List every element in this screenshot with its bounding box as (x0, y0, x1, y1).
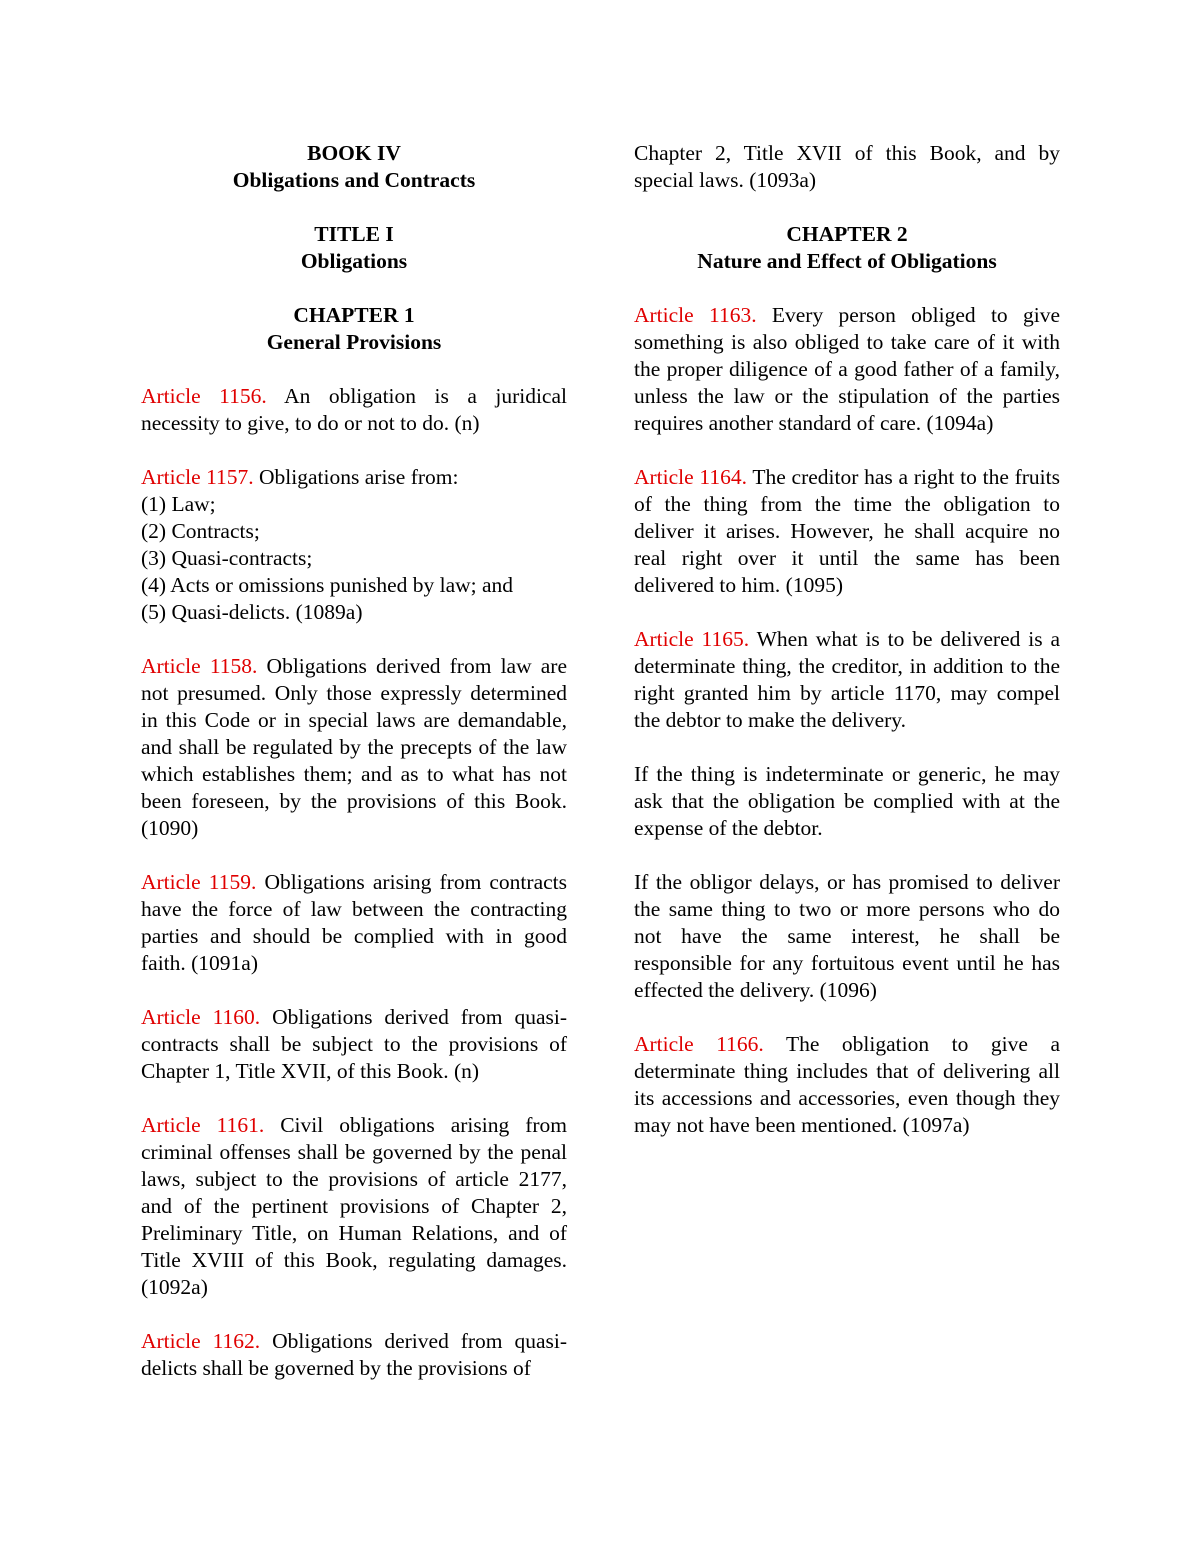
article-text: The creditor has a right to the fruits of the thing from the time the obligation to deliver it arises. However, he shall acquire no real right over it until the same has been delivered to him. (1095) (634, 465, 1060, 597)
chapter-2-heading: CHAPTER 2 (786, 222, 908, 246)
article-1165-paragraph-3: If the obligor delays, or has promised to deliver the same thing to two or more persons who do not have the same interest, he shall be responsible for any fortuitous event until he has effected the delivery. (1096) (634, 870, 1060, 1002)
article-label: Article 1164. (634, 465, 748, 489)
article-label: Article 1158. (141, 654, 258, 678)
article-1158 (141, 653, 567, 842)
article-label: Article 1162. (141, 1329, 261, 1353)
article-1159 (141, 869, 567, 977)
article-1164 (634, 464, 1060, 599)
title-heading: TITLE I (314, 222, 394, 246)
right-column (634, 140, 1060, 1166)
list-item: (5) Quasi-delicts. (1089a) (141, 600, 363, 624)
list-item: (2) Contracts; (141, 519, 260, 543)
book-heading: BOOK IV (307, 141, 401, 165)
chapter-1-heading: CHAPTER 1 (293, 303, 415, 327)
article-1165-paragraph-2: If the thing is indeterminate or generic, he may ask that the obligation be complied with at the expense of the debtor. (634, 762, 1060, 840)
article-label: Article 1165. (634, 627, 750, 651)
article-1166 (634, 1031, 1060, 1139)
article-text: When what is to be delivered is a determinate thing, the creditor, in addition to the right granted him by article 1170, may compel the debtor to make the delivery. (634, 627, 1060, 732)
article-1161 (141, 1112, 567, 1301)
article-text: Obligations derived from quasi-delicts shall be governed by the provisions of (141, 1329, 567, 1380)
article-text: An obligation is a juridical necessity to give, to do or not to do. (n) (141, 384, 567, 435)
article-text: Obligations derived from quasi-contracts shall be subject to the provisions of Chapter 1, Title XVII, of this Book. (n) (141, 1005, 567, 1083)
article-text: The obligation to give a determinate thing includes that of delivering all its accessions and accessories, even though they may not have been mentioned. (1097a) (634, 1032, 1060, 1137)
article-1157 (141, 464, 567, 626)
article-label: Article 1163. (634, 303, 757, 327)
article-text: Civil obligations arising from criminal offenses shall be governed by the penal laws, subject to the provisions of article 2177, and of the pertinent provisions of Chapter 2, Preliminary Title, on Human Relations, and of Title XVIII of this Book, regulating damages. (1092a) (141, 1113, 567, 1299)
article-label: Article 1156. (141, 384, 267, 408)
article-1162 (141, 1328, 567, 1382)
article-label: Article 1160. (141, 1005, 261, 1029)
article-1162-continuation: Chapter 2, Title XVII of this Book, and by special laws. (1093a) (634, 141, 1060, 192)
article-text: Obligations arising from contracts have the force of law between the contracting parties and should be complied with in good faith. (1091a) (141, 870, 567, 975)
article-1165 (634, 626, 1060, 734)
list-item: (1) Law; (141, 492, 216, 516)
chapter-1-name: General Provisions (266, 330, 442, 354)
chapter-2-name: Nature and Effect of Obligations (697, 249, 997, 273)
title-name: Obligations (300, 249, 408, 273)
article-1156 (141, 383, 567, 437)
article-label: Article 1161. (141, 1113, 265, 1137)
book-title: Obligations and Contracts (232, 168, 476, 192)
article-label: Article 1157. (141, 465, 254, 489)
article-label: Article 1166. (634, 1032, 764, 1056)
list-item: (3) Quasi-contracts; (141, 546, 313, 570)
article-label: Article 1159. (141, 870, 257, 894)
list-item: (4) Acts or omissions punished by law; and (141, 573, 514, 597)
article-text: Every person obliged to give something is also obliged to take care of it with the proper diligence of a good father of a family, unless the law or the stipulation of the parties requires another standard of care. (1094a) (634, 303, 1060, 435)
article-1163 (634, 302, 1060, 437)
article-text: Obligations arise from: (253, 465, 459, 489)
article-1160 (141, 1004, 567, 1085)
left-column (141, 140, 567, 1409)
article-text: Obligations derived from law are not presumed. Only those expressly determined in this Code or in special laws are demandable, and shall be regulated by the precepts of the law which establishes them; and as to what has not been foreseen, by the provisions of this Book. (1090) (141, 654, 567, 840)
